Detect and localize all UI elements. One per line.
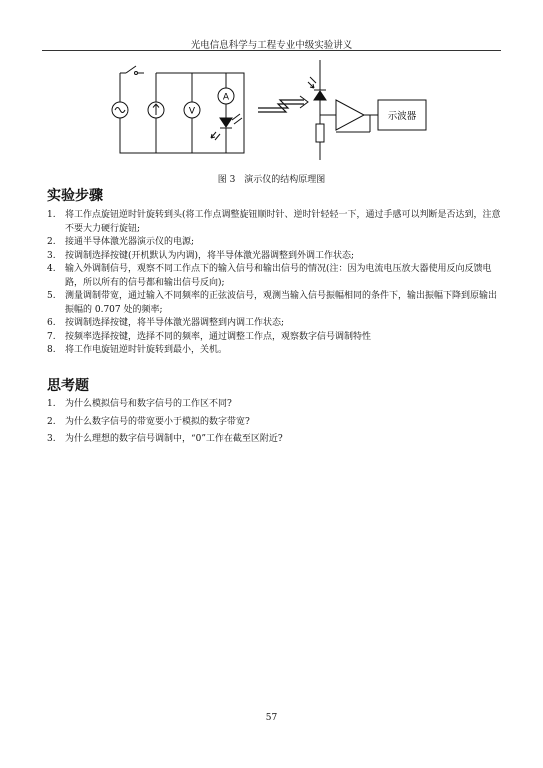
step-number: 6. [47, 318, 56, 328]
question-text: 为什么数字信号的带宽要小于模拟的数字带宽? [65, 416, 250, 427]
step-text: 测量调制带宽，通过输入不同频率的正弦波信号，观测当输入信号振幅相同的条件下，输出振幅下降到原输出振幅的 0.707 处的频率; [65, 291, 498, 315]
steps-heading: 实验步骤 [47, 188, 103, 204]
question-item [47, 433, 504, 447]
step-text: 将工作电旋钮逆时针旋转到最小，关机。 [65, 345, 228, 355]
step-item [47, 263, 504, 290]
step-item [47, 317, 504, 331]
step-item [47, 344, 504, 358]
circuit-diagram [108, 60, 438, 168]
resistor [316, 124, 324, 142]
questions-heading: 思考题 [47, 378, 89, 394]
step-number: 7. [47, 331, 56, 342]
step-text: 按调制选择按键(开机默认为内调)，将半导体激光器调整到外调工作状态; [65, 250, 355, 261]
circuit-frame [120, 73, 244, 153]
step-number: 2. [47, 237, 56, 247]
step-number: 5. [47, 291, 56, 301]
ammeter-label: A [222, 92, 230, 103]
question-number: 3. [47, 434, 56, 444]
question-number: 2. [47, 416, 56, 427]
step-item [47, 236, 504, 250]
step-item [47, 290, 504, 317]
voltmeter-label: V [188, 106, 196, 117]
step-item [47, 209, 504, 236]
step-number: 3. [47, 250, 56, 261]
running-header: 光电信息科学与工程专业中级实验讲义 [190, 40, 353, 51]
header-rule [42, 50, 501, 51]
questions-list [47, 398, 504, 451]
photodiode-icon [314, 91, 326, 100]
figure-caption: 图 3 演示仪的结构原理图 [217, 175, 326, 185]
page-number: 57 [265, 713, 278, 723]
step-number: 4. [47, 264, 56, 274]
steps-list [47, 209, 504, 358]
step-text: 接通半导体激光器演示仪的电源; [65, 237, 195, 247]
question-text: 为什么模拟信号和数字信号的工作区不同? [65, 399, 232, 409]
step-text: 将工作点旋钮逆时针旋转到头(将工作点调整旋钮顺时针、逆时针轻轻一下，通过手感可以判断是否达到，注意不要大力硬行旋钮; [65, 210, 501, 234]
oscilloscope-label: 示波器 [387, 111, 417, 122]
step-text: 输入外调制信号，观察不同工作点下的输入信号和输出信号的情况(注：因为电流电压放大器使用反向反馈电路，所以所有的信号都和输出信号反向); [65, 264, 492, 288]
question-number: 1. [47, 399, 56, 409]
amplifier-icon [336, 100, 364, 130]
question-item [47, 416, 504, 430]
step-text: 按调制选择按键，将半导体激光器调整到内调工作状态; [65, 318, 285, 328]
step-text: 按频率选择按键，选择不同的频率，通过调整工作点，观察数字信号调制特性 [65, 331, 372, 342]
question-item [47, 398, 504, 412]
step-number: 8. [47, 345, 56, 355]
step-item [47, 250, 504, 264]
step-number: 1. [47, 210, 56, 220]
laser-diode-icon [220, 118, 232, 127]
question-text: 为什么理想的数字信号调制中，“0”工作在截至区附近? [65, 434, 283, 444]
step-item [47, 331, 504, 345]
